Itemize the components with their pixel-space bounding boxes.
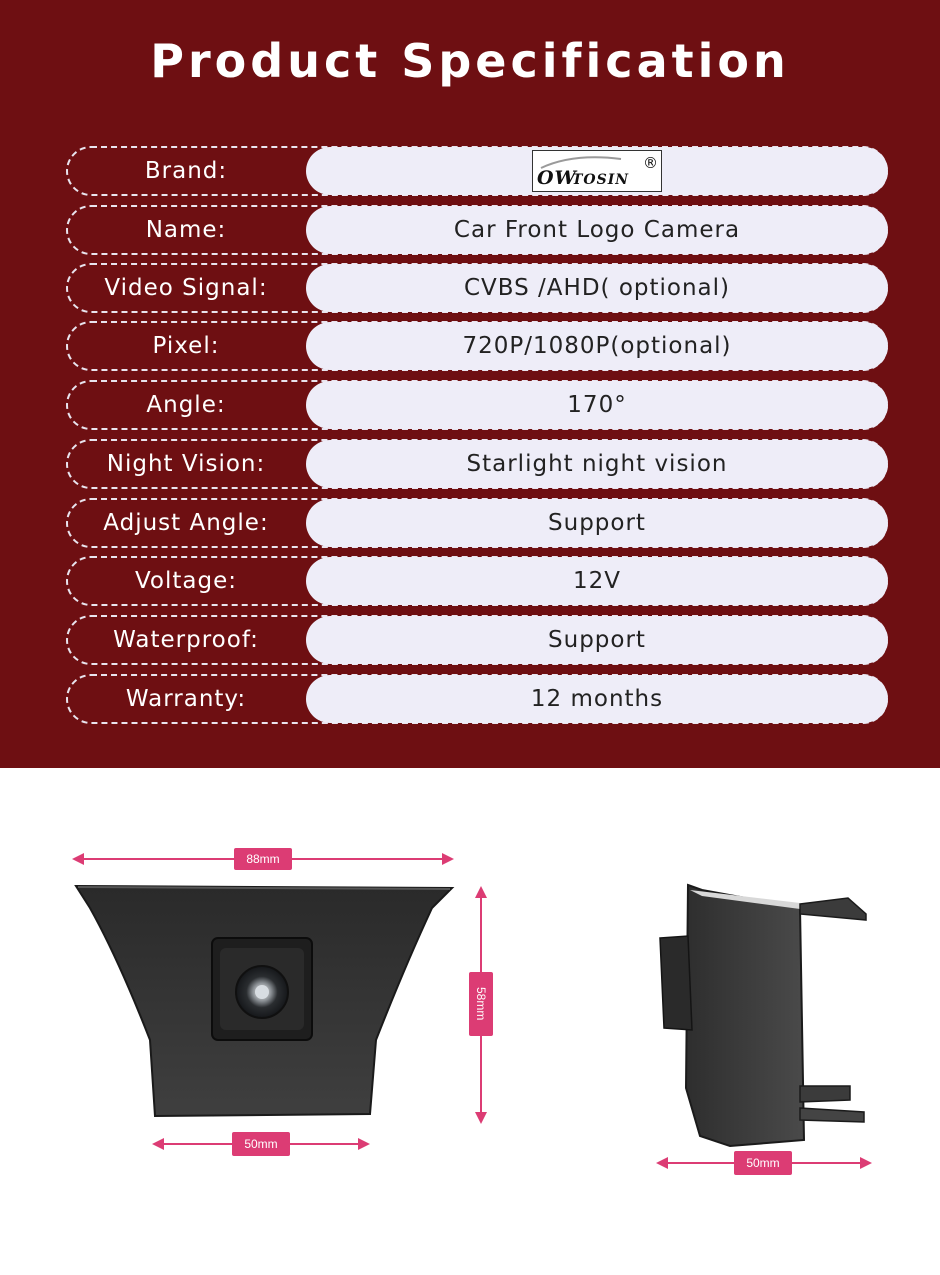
- spec-label: Name:: [145, 217, 227, 243]
- spec-label: Adjust Angle:: [103, 510, 269, 536]
- spec-value: Starlight night vision: [306, 440, 888, 488]
- spec-row-angle: [66, 380, 888, 430]
- spec-value: 170°: [306, 381, 888, 429]
- spec-label: Night Vision:: [106, 451, 266, 477]
- spec-row-pixel: [66, 321, 888, 371]
- spec-row-warranty: [66, 674, 888, 724]
- spec-row-name: [66, 205, 888, 255]
- spec-value: Car Front Logo Camera: [306, 206, 888, 254]
- brand-logo: [532, 150, 662, 192]
- dimension-label-side-depth: 50mm: [734, 1151, 792, 1175]
- dimension-label-front-base: 50mm: [232, 1132, 290, 1156]
- spec-value: 12 months: [306, 675, 888, 723]
- svg-text:®: ®: [643, 154, 659, 172]
- spec-label: Video Signal:: [104, 275, 268, 301]
- spec-label: Angle:: [146, 392, 226, 418]
- dimension-photo-area: [0, 768, 940, 1275]
- spec-value: Support: [306, 616, 888, 664]
- spec-label: Pixel:: [152, 333, 220, 359]
- spec-row-waterproof: [66, 615, 888, 665]
- spec-value: [306, 147, 888, 195]
- spec-label: Brand:: [144, 158, 228, 184]
- spec-value: Support: [306, 499, 888, 547]
- spec-row-adjust-angle: [66, 498, 888, 548]
- spec-value: 12V: [306, 557, 888, 605]
- dimension-label-width: 88mm: [234, 848, 292, 870]
- spec-label: Voltage:: [134, 568, 238, 594]
- page-title: Product Specification: [150, 34, 790, 88]
- spec-value: 720P/1080P(optional): [306, 322, 888, 370]
- spec-label: Waterproof:: [113, 627, 259, 653]
- spec-row-night-vision: [66, 439, 888, 489]
- svg-text:OW: OW: [537, 167, 577, 189]
- spec-row-video-signal: [66, 263, 888, 313]
- dimension-label-height: 58mm: [469, 972, 493, 1036]
- spec-value: CVBS /AHD( optional): [306, 264, 888, 312]
- spec-label: Warranty:: [125, 686, 247, 712]
- spec-row-voltage: [66, 556, 888, 606]
- spec-row-brand: [66, 146, 888, 196]
- svg-text:TOSIN: TOSIN: [572, 172, 630, 188]
